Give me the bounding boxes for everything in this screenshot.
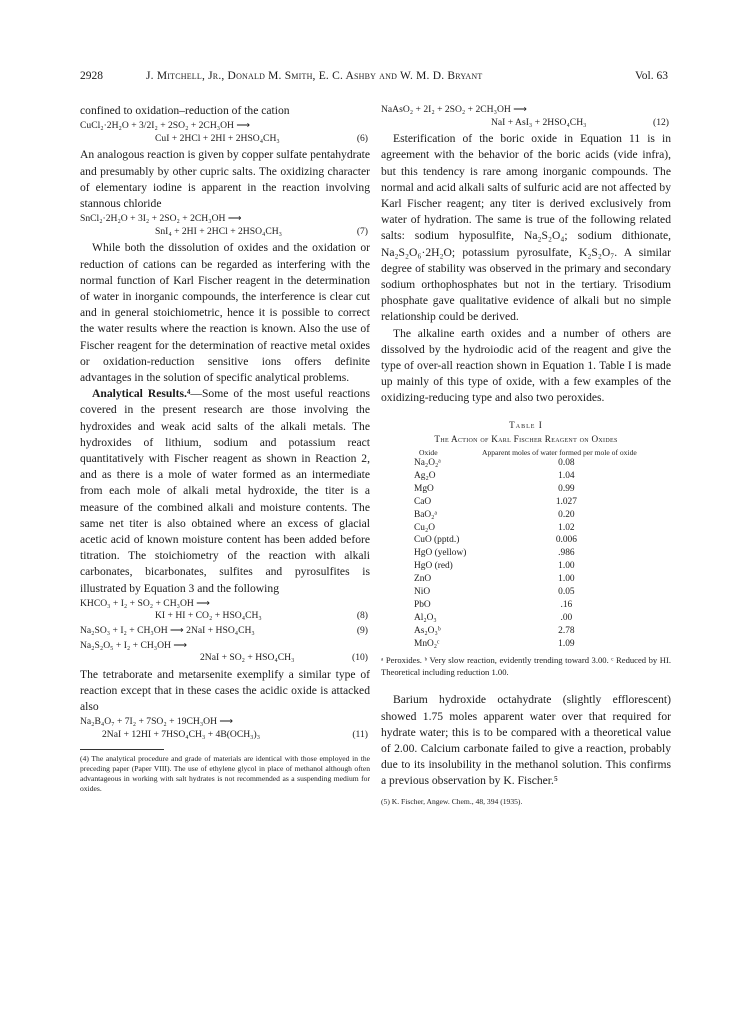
table-row [397, 470, 645, 483]
table-row [397, 547, 645, 560]
table-row [397, 573, 645, 586]
value-cell: 1.00 [558, 561, 575, 572]
value-cell: .16 [560, 599, 573, 610]
value-cell: 1.04 [558, 470, 575, 481]
paragraph: Barium hydroxide octahydrate (slightly efflorescent) showed 1.75 moles apparent water over that required for hydrate water; this is to be compared with a theoretical value of 2.00. Calcium carbonate failed to give a reaction, probably due to its insolubility in the methanol solution. This confirms a previous observation by K. Fischer.⁵ [381, 693, 671, 788]
oxide-cell: Al₂O₃ [414, 612, 437, 623]
column-header-moles: Apparent moles of water formed per mole of oxide [481, 447, 637, 457]
oxide-cell: HgO (red) [414, 561, 453, 572]
oxide-cell: Cu₂O [414, 522, 435, 533]
footnote: (5) K. Fischer, Angew. Chem., 48, 394 (1935). [381, 796, 523, 806]
oxide-cell: NiO [414, 586, 431, 597]
oxide-cell: CuO (pptd.) [414, 535, 460, 546]
equation-number: (12) [653, 116, 669, 128]
paragraph: The tetraborate and metarsenite exemplify a similar type of reaction except that in these cases the acidic oxide is attacked also [80, 667, 370, 714]
table-row [397, 560, 645, 573]
table-title: The Action of Karl Fischer Reagent on Oxides [434, 433, 618, 444]
paragraph: confined to oxidation–reduction of the cation [80, 104, 290, 117]
table-row [397, 457, 645, 470]
value-cell: 0.08 [558, 458, 575, 469]
left-column [80, 103, 370, 794]
value-cell: 1.09 [558, 638, 575, 649]
equation-number: (9) [356, 625, 368, 637]
paragraph: Esterification of the boric oxide in Equation 11 is in agreement with the behavior of the boric acids (vide infra), but this tendency is rare among inorganic compounds. The normal and acid alkali salts of sulfuric acid are not affected by Karl Fischer reagent; any titer is derived exclusively from water of hydration. The same is true of the following related salts: sodium hyposulfite, Na₂S₂O₄; sodium dithionate, Na₂S₂O₆·2H₂O; potassium pyrosulfate, K₂S₂O₇. A similar degree of stability was observed in the primary and secondary sodium orthophosphates but not in the tertiary. Trisodium phosphate gave qualitative evidence of alkali but no simple relationship could be derived. [381, 132, 671, 324]
equation-number: (7) [356, 225, 368, 237]
table-row [397, 586, 645, 599]
page-number: 2928 [80, 70, 103, 82]
equation-10: Na₂S₂O₅ + I₂ + CH₃OH ⟶ 2NaI + SO₂ + HSO₄CH₃ (10) [80, 639, 368, 664]
oxide-cell: MgO [414, 483, 434, 494]
oxide-cell: PbO [414, 599, 431, 610]
right-column [381, 103, 671, 810]
equation-6: CuCl₂·2H₂O + 3/2I₂ + 2SO₂ + 2CH₃OH ⟶ CuI + 2HCl + 2HI + 2HSO₄CH₃ (6) [80, 120, 368, 144]
table-body [397, 457, 645, 650]
equation-9: Na₂SO₃ + I₂ + CH₃OH ⟶ 2NaI + HSO₄CH₃ (9) [80, 625, 368, 637]
table-row [397, 637, 645, 650]
oxide-cell: HgO (yellow) [414, 548, 467, 559]
value-cell: 1.00 [558, 574, 575, 585]
oxide-cell: Ag₂O [414, 470, 436, 481]
oxide-table [397, 448, 645, 650]
table-row [397, 521, 645, 534]
oxide-cell: Na₂O₂ᵃ [414, 458, 441, 469]
oxide-cell: As₂O₃ᵇ [414, 625, 441, 636]
oxide-cell: CaO [414, 496, 432, 507]
value-cell: .00 [560, 612, 573, 623]
volume-label: Vol. 63 [634, 70, 668, 82]
value-cell: 0.99 [558, 483, 575, 494]
oxide-cell: MnO₂ᶜ [414, 638, 440, 649]
table-row [397, 482, 645, 495]
value-cell: 0.006 [555, 535, 577, 546]
table-row [397, 624, 645, 637]
footnote-divider [80, 749, 164, 750]
table-row [397, 598, 645, 611]
column-header-oxide: Oxide [419, 447, 438, 457]
oxide-cell: ZnO [414, 574, 432, 585]
equation-number: (11) [352, 729, 368, 741]
table-caption: Table I [509, 419, 543, 430]
running-header [80, 70, 668, 88]
table-row [397, 611, 645, 624]
paragraph: The alkaline earth oxides and a number of others are dissolved by the hydroiodic acid of the reagent and give the type of over-all reaction shown in Equation 1. Table I is made up mainly of this type of oxide, with a few examples of the oxidizing-reducing type and also two peroxides. [381, 326, 671, 405]
table-row [397, 534, 645, 547]
table-notes: ᵃ Peroxides. ᵇ Very slow reaction, evidently trending toward 3.00. ᶜ Reduced by HI. Theoretical including reduction 1.00. [381, 655, 671, 678]
equation-number: (10) [352, 652, 368, 664]
paragraph: While both the dissolution of oxides and the oxidation or reduction of cations can be regarded as interfering with the normal function of Karl Fischer reagent in the determination of water in inorganic compounds, the interference is clear cut and in general stoichiometric, hence it is possible to correct the water results where the reaction is known. Also the use of Fischer reagent for the determination of reactive metal oxides or oxidation-reduction sensitive ions offers definite advantages in the solution of specific analytical problems. [80, 241, 370, 385]
footnote: (4) The analytical procedure and grade of materials are identical with those employed in the preceding paper (Paper VIII). The use of ethylene glycol in place of methanol although often advantageous in working with salt hydrates is not recommended as a suspending medium for oxides. [80, 753, 370, 794]
paragraph: An analogous reaction is given by copper sulfate pentahydrate and presumably by other cupric salts. The oxidizing character of elementary iodine is apparent in the reaction involving stannous chloride [80, 148, 370, 210]
value-cell: 0.20 [558, 509, 575, 520]
value-cell: 0.05 [558, 586, 575, 597]
paragraph: Analytical Results.⁴—Some of the most useful reactions covered in the present research are those involving the hydroxides and weak acid salts of the alkali metals. The hydroxides of lithium, sodium and potassium react quantitatively with Fischer reagent as shown in Reaction 2, and as there is a mole of water formed as an intermediate from each mole of alkali metal hydroxide, the titer is a measure of the combined alkali and moisture contents. The same net titer is also obtained where an excess of glacial acetic acid of known moisture content has been added before titration. The stoichiometry of the reaction with alkali carbonates, bicarbonates, sulfites and pyrosulfites is illustrated by Equation 3 and the following [80, 387, 371, 595]
value-cell: 2.78 [558, 625, 575, 636]
equation-8: KHCO₃ + I₂ + SO₂ + CH₃OH ⟶ KI + HI + CO₂ + HSO₄CH₃ (8) [80, 597, 368, 622]
table-row [397, 495, 645, 508]
value-cell: 1.02 [558, 522, 575, 533]
equation-11: Na₂B₄O₇ + 7I₂ + 7SO₂ + 19CH₃OH ⟶ 2NaI + 12HI + 7HSO₄CH₃ + 4B(OCH₃)₃ (11) [80, 716, 368, 741]
equation-12: NaAsO₂ + 2I₂ + 2SO₂ + 2CH₃OH ⟶ NaI + AsI₃ + 2HSO₄CH₃ (12) [381, 104, 669, 128]
equation-number: (8) [356, 610, 368, 622]
equation-number: (6) [356, 132, 368, 144]
table-row [397, 508, 645, 521]
value-cell: .986 [558, 548, 575, 559]
section-heading: Analytical Results.⁴ [92, 387, 191, 401]
equation-7: SnCl₂·2H₂O + 3I₂ + 2SO₂ + 2CH₃OH ⟶ SnI₄ + 2HI + 2HCl + 2HSO₄CH₃ (7) [80, 213, 368, 237]
value-cell: 1.027 [555, 496, 577, 507]
author-line: J. Mitchell, Jr., Donald M. Smith, E. C. Ashby and W. M. D. Bryant [146, 70, 483, 82]
oxide-cell: BaO₂ᵃ [414, 509, 438, 520]
